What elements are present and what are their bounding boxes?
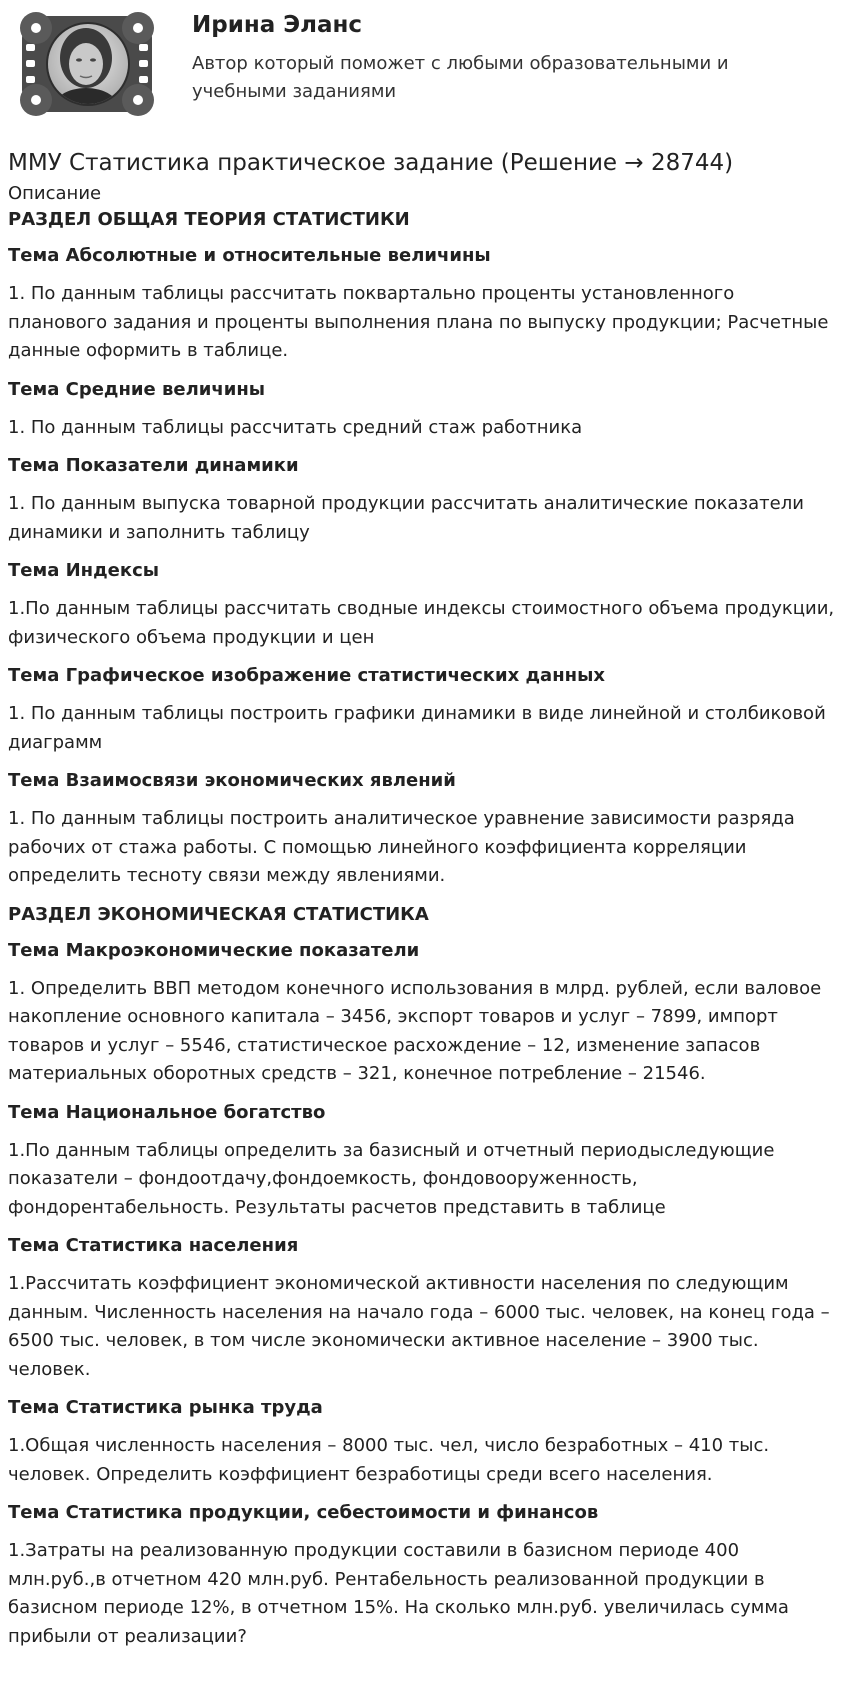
section-economic-statistics [8, 901, 839, 1652]
page-title: ММУ Статистика практическое задание (Решение → 28744) [8, 150, 734, 176]
task-text: 1. По данным таблицы построить графики динамики в виде линейной и столбиковой диаграмм [8, 703, 826, 753]
topic-title: Тема Показатели динамики [8, 455, 299, 476]
topic-title: Тема Макроэкономические показатели [8, 939, 420, 961]
topic-title: Тема Статистика населения [8, 1235, 299, 1256]
topic-title: Тема Средние величины [8, 378, 266, 400]
topic-title: Тема Графическое изображение статистических данных [8, 665, 605, 686]
task-text: 1. По данным таблицы рассчитать поквартально проценты установленного планового задания и проценты выполнения плана по выпуску продукции; Расчетные данные оформить в таблице. [8, 283, 829, 361]
topic-title: Тема Абсолютные и относительные величины [8, 245, 491, 266]
section-title: РАЗДЕЛ ЭКОНОМИЧЕСКАЯ СТАТИСТИКА [8, 903, 429, 925]
film-reel-portrait-icon [16, 6, 158, 122]
author-name[interactable]: Ирина Эланс [192, 12, 363, 38]
task-text: 1.Затраты на реализованную продукции составили в базисном периоде 400 млн.руб.,в отчетном 420 млн.руб. Рентабельность реализованной продукции в базисном периоде 12%, в отчетном 15%. На сколько млн.руб. увеличилась сумма прибыли от реализации? [8, 1540, 789, 1647]
section-general-theory [8, 206, 839, 891]
task-text: 1. Определить ВВП методом конечного использования в млрд. рублей, если валовое накопление основного капитала – 3456, экспорт товаров и услуг – 7899, импорт товаров и услуг – 5546, статистическое расхождение – 12, изменение запасов материальных оборотных средств – 321, конечное потребление – 21546. [8, 977, 822, 1084]
task-text: 1. По данным таблицы построить аналитическое уравнение зависимости разряда рабочих от стажа работы. С помощью линейного коэффициента корреляции определить тесноту связи между явлениями. [8, 808, 795, 886]
topic-title: Тема Статистика продукции, себестоимости и финансов [8, 1502, 599, 1523]
author-description: Автор который поможет с любыми образовательными и учебными заданиями [192, 53, 729, 102]
topic-title: Тема Статистика рынка труда [8, 1397, 323, 1418]
description-label: Описание [8, 183, 102, 204]
topic-title: Тема Взаимосвязи экономических явлений [8, 770, 456, 791]
topic-title: Тема Национальное богатство [8, 1101, 326, 1123]
topic-title: Тема Индексы [8, 560, 160, 581]
section-title: РАЗДЕЛ ОБЩАЯ ТЕОРИЯ СТАТИСТИКИ [8, 209, 410, 230]
task-text: 1.Общая численность населения – 8000 тыс. чел, число безработных – 410 тыс. человек. Определить коэффициент безработицы среди всего населения. [8, 1435, 770, 1485]
task-text: 1.По данным таблицы определить за базисный и отчетный периодыследующие показатели – фондоотдачу,фондоемкость, фондовооруженность, фондорентабельность. Результаты расчетов представить в таблице [8, 1139, 775, 1218]
author-card [8, 0, 839, 126]
task-text: 1. По данным таблицы рассчитать средний стаж работника [8, 416, 583, 438]
task-text: 1.По данным таблицы рассчитать сводные индексы стоимостного объема продукции, физического объема продукции и цен [8, 598, 835, 648]
task-text: 1.Рассчитать коэффициент экономической активности населения по следующим данным. Численность населения на начало года – 6000 тыс. человек, на конец года – 6500 тыс. человек, в том числе экономически активное население – 3900 тыс. человек. [8, 1273, 830, 1380]
task-text: 1. По данным выпуска товарной продукции рассчитать аналитические показатели динамики и заполнить таблицу [8, 493, 804, 543]
